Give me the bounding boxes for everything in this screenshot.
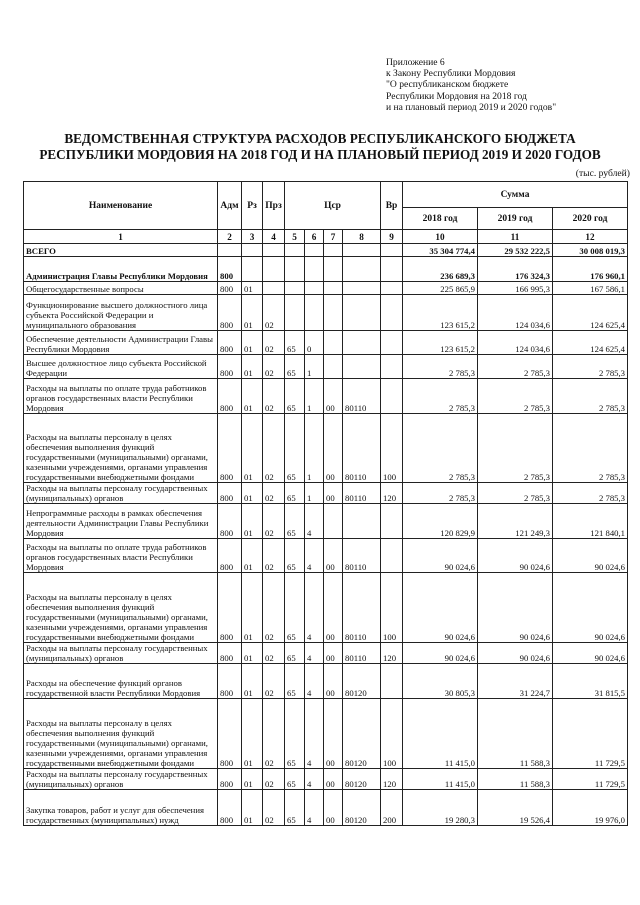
table-row <box>24 504 628 539</box>
row-name: Закупка товаров, работ и услуг для обеспечения государственных (муниципальных) нужд <box>24 790 218 826</box>
header-year-2020: 2020 год <box>553 208 628 230</box>
header-rz: Рз <box>242 182 263 230</box>
row-csr-direction <box>343 282 381 295</box>
row-amount-2019: 124 034,6 <box>478 331 553 355</box>
row-amount-2020: 2 785,3 <box>553 355 628 379</box>
row-prz: 02 <box>263 790 285 826</box>
row-name: Расходы на выплаты персоналу государственных (муниципальных) органов <box>24 643 218 664</box>
row-amount-2019: 11 588,3 <box>478 699 553 769</box>
row-amount-2019: 2 785,3 <box>478 414 553 483</box>
row-prz: 02 <box>263 573 285 643</box>
row-csr-program: 65 <box>285 643 305 664</box>
row-amount-2020: 2 785,3 <box>553 414 628 483</box>
row-adm: 800 <box>218 769 242 790</box>
row-rz: 01 <box>242 699 263 769</box>
row-csr-direction: 80120 <box>343 790 381 826</box>
row-rz: 01 <box>242 483 263 504</box>
row-amount-2019: 124 034,6 <box>478 295 553 331</box>
row-amount-2018: 19 280,3 <box>403 790 478 826</box>
table-row <box>24 257 628 282</box>
row-prz: 02 <box>263 504 285 539</box>
row-csr-subprogram: 4 <box>305 699 324 769</box>
table-row <box>24 769 628 790</box>
row-name: Расходы на выплаты по оплате труда работников органов государственных власти Республики Мордовия <box>24 379 218 414</box>
row-vr <box>381 257 403 282</box>
row-prz: 02 <box>263 699 285 769</box>
row-amount-2018: 2 785,3 <box>403 379 478 414</box>
row-adm: 800 <box>218 504 242 539</box>
row-prz: 02 <box>263 664 285 699</box>
row-amount-2019: 11 588,3 <box>478 769 553 790</box>
row-adm: 800 <box>218 699 242 769</box>
units-label: (тыс. рублей) <box>575 168 630 179</box>
row-csr-direction: 80110 <box>343 414 381 483</box>
header-adm: Адм <box>218 182 242 230</box>
row-amount-2018: 35 304 774,4 <box>403 244 478 257</box>
column-number: 9 <box>381 230 403 244</box>
row-name: Администрация Главы Республики Мордовия <box>24 257 218 282</box>
row-adm: 800 <box>218 355 242 379</box>
row-csr-main-event <box>324 355 343 379</box>
row-csr-program: 65 <box>285 414 305 483</box>
row-prz: 02 <box>263 483 285 504</box>
row-amount-2018: 2 785,3 <box>403 483 478 504</box>
appendix-line: и на плановый период 2019 и 2020 годов" <box>386 101 557 113</box>
row-vr: 120 <box>381 769 403 790</box>
row-amount-2018: 123 615,2 <box>403 295 478 331</box>
row-amount-2019: 2 785,3 <box>478 379 553 414</box>
row-prz: 02 <box>263 331 285 355</box>
header-vr: Вр <box>381 182 403 230</box>
row-rz: 01 <box>242 643 263 664</box>
row-amount-2020: 11 729,5 <box>553 699 628 769</box>
row-amount-2018: 11 415,0 <box>403 769 478 790</box>
table-row <box>24 244 628 257</box>
column-number: 10 <box>403 230 478 244</box>
row-csr-direction <box>343 244 381 257</box>
row-vr <box>381 331 403 355</box>
row-csr-program <box>285 244 305 257</box>
row-csr-program: 65 <box>285 573 305 643</box>
header-name: Наименование <box>24 182 218 230</box>
row-prz: 02 <box>263 539 285 573</box>
row-adm: 800 <box>218 643 242 664</box>
row-vr: 100 <box>381 699 403 769</box>
row-amount-2020: 176 960,1 <box>553 257 628 282</box>
row-csr-program: 65 <box>285 483 305 504</box>
row-amount-2020: 2 785,3 <box>553 483 628 504</box>
row-csr-main-event: 00 <box>324 664 343 699</box>
row-amount-2019: 29 532 222,5 <box>478 244 553 257</box>
table-row <box>24 790 628 826</box>
expenditure-table <box>23 181 628 826</box>
row-vr: 200 <box>381 790 403 826</box>
row-csr-program: 65 <box>285 355 305 379</box>
row-amount-2019: 166 995,3 <box>478 282 553 295</box>
row-csr-program: 65 <box>285 699 305 769</box>
row-csr-program: 65 <box>285 504 305 539</box>
table-row <box>24 664 628 699</box>
row-amount-2020: 19 976,0 <box>553 790 628 826</box>
row-rz: 01 <box>242 573 263 643</box>
row-adm: 800 <box>218 573 242 643</box>
row-vr <box>381 379 403 414</box>
row-amount-2020: 2 785,3 <box>553 379 628 414</box>
row-adm: 800 <box>218 295 242 331</box>
row-csr-subprogram <box>305 295 324 331</box>
row-csr-main-event: 00 <box>324 790 343 826</box>
row-amount-2019: 90 024,6 <box>478 573 553 643</box>
row-csr-main-event: 00 <box>324 483 343 504</box>
appendix-note <box>386 57 626 113</box>
row-vr <box>381 539 403 573</box>
row-csr-direction: 80120 <box>343 664 381 699</box>
row-csr-program <box>285 257 305 282</box>
row-csr-subprogram <box>305 257 324 282</box>
row-csr-subprogram: 1 <box>305 483 324 504</box>
row-csr-subprogram <box>305 282 324 295</box>
row-prz: 02 <box>263 379 285 414</box>
header-sum: Сумма <box>403 182 628 208</box>
row-rz: 01 <box>242 790 263 826</box>
row-name: Расходы на выплаты персоналу государственных (муниципальных) органов <box>24 769 218 790</box>
appendix-line: Республики Мордовия на 2018 год <box>386 90 527 102</box>
row-adm: 800 <box>218 379 242 414</box>
row-amount-2018: 120 829,9 <box>403 504 478 539</box>
row-csr-direction <box>343 355 381 379</box>
row-csr-direction <box>343 295 381 331</box>
row-rz: 01 <box>242 414 263 483</box>
row-name: Высшее должностное лицо субъекта Российской Федерации <box>24 355 218 379</box>
row-amount-2018: 90 024,6 <box>403 573 478 643</box>
row-csr-direction: 80120 <box>343 769 381 790</box>
row-vr: 120 <box>381 643 403 664</box>
row-amount-2019: 19 526,4 <box>478 790 553 826</box>
table-row <box>24 331 628 355</box>
column-number: 3 <box>242 230 263 244</box>
row-csr-direction: 80110 <box>343 539 381 573</box>
table-row <box>24 355 628 379</box>
column-number: 6 <box>305 230 324 244</box>
row-adm: 800 <box>218 483 242 504</box>
row-adm: 800 <box>218 539 242 573</box>
row-amount-2018: 2 785,3 <box>403 414 478 483</box>
row-csr-main-event <box>324 257 343 282</box>
row-csr-direction <box>343 331 381 355</box>
row-csr-subprogram: 1 <box>305 414 324 483</box>
row-prz: 02 <box>263 295 285 331</box>
table-row <box>24 414 628 483</box>
appendix-line: Приложение 6 <box>386 57 445 68</box>
row-csr-main-event: 00 <box>324 769 343 790</box>
row-csr-subprogram: 4 <box>305 769 324 790</box>
row-name: Расходы на выплаты по оплате труда работников органов государственных власти Республики Мордовия <box>24 539 218 573</box>
row-csr-program <box>285 295 305 331</box>
header-year-2018: 2018 год <box>403 208 478 230</box>
column-number: 11 <box>478 230 553 244</box>
row-csr-subprogram: 4 <box>305 664 324 699</box>
row-rz: 01 <box>242 295 263 331</box>
row-csr-subprogram <box>305 244 324 257</box>
row-adm: 800 <box>218 790 242 826</box>
row-amount-2020: 90 024,6 <box>553 573 628 643</box>
row-name: Расходы на выплаты персоналу в целях обеспечения выполнения функций государственными (муниципальными) органами, казенными учреждениями, органами управления государственными внебюджетными фондами <box>24 573 218 643</box>
row-rz: 01 <box>242 331 263 355</box>
row-rz: 01 <box>242 379 263 414</box>
row-csr-subprogram: 4 <box>305 790 324 826</box>
row-amount-2019: 176 324,3 <box>478 257 553 282</box>
row-csr-program <box>285 282 305 295</box>
row-csr-main-event: 00 <box>324 379 343 414</box>
row-adm: 800 <box>218 331 242 355</box>
row-vr <box>381 244 403 257</box>
table-row <box>24 295 628 331</box>
table-row <box>24 573 628 643</box>
row-csr-main-event <box>324 282 343 295</box>
row-csr-subprogram: 4 <box>305 504 324 539</box>
row-amount-2019: 90 024,6 <box>478 643 553 664</box>
row-adm <box>218 244 242 257</box>
table-row <box>24 699 628 769</box>
row-vr: 100 <box>381 573 403 643</box>
row-csr-direction: 80110 <box>343 643 381 664</box>
table-row <box>24 483 628 504</box>
row-rz: 01 <box>242 539 263 573</box>
row-csr-subprogram: 1 <box>305 379 324 414</box>
row-amount-2020: 167 586,1 <box>553 282 628 295</box>
row-adm: 800 <box>218 257 242 282</box>
row-amount-2019: 2 785,3 <box>478 483 553 504</box>
row-csr-direction <box>343 257 381 282</box>
row-csr-main-event: 00 <box>324 643 343 664</box>
row-name: Расходы на обеспечение функций органов государственной власти Республики Мордовия <box>24 664 218 699</box>
row-prz <box>263 282 285 295</box>
appendix-line: к Закону Республики Мордовия <box>386 68 516 80</box>
row-vr <box>381 295 403 331</box>
row-vr <box>381 664 403 699</box>
row-adm: 800 <box>218 282 242 295</box>
row-csr-subprogram: 0 <box>305 331 324 355</box>
row-rz: 01 <box>242 769 263 790</box>
row-csr-main-event: 00 <box>324 414 343 483</box>
table-row <box>24 539 628 573</box>
column-number: 1 <box>24 230 218 244</box>
row-amount-2019: 121 249,3 <box>478 504 553 539</box>
header-csr: Цср <box>285 182 381 230</box>
row-amount-2019: 90 024,6 <box>478 539 553 573</box>
row-csr-program: 65 <box>285 664 305 699</box>
row-rz: 01 <box>242 504 263 539</box>
column-number: 2 <box>218 230 242 244</box>
title-line-1: ВЕДОМСТВЕННАЯ СТРУКТУРА РАСХОДОВ РЕСПУБЛИКАНСКОГО БЮДЖЕТА <box>64 131 576 146</box>
row-prz <box>263 244 285 257</box>
row-csr-program: 65 <box>285 379 305 414</box>
row-prz: 02 <box>263 643 285 664</box>
column-number: 7 <box>324 230 343 244</box>
table-row <box>24 282 628 295</box>
row-vr <box>381 504 403 539</box>
row-name: Расходы на выплаты персоналу в целях обеспечения выполнения функций государственными (муниципальными) органами, казенными учреждениями, органами управления государственными внебюджетными фондами <box>24 414 218 483</box>
row-amount-2018: 225 865,9 <box>403 282 478 295</box>
row-adm: 800 <box>218 664 242 699</box>
row-csr-main-event <box>324 331 343 355</box>
column-number: 4 <box>263 230 285 244</box>
row-csr-main-event <box>324 295 343 331</box>
row-csr-subprogram: 4 <box>305 539 324 573</box>
row-rz: 01 <box>242 355 263 379</box>
row-vr <box>381 355 403 379</box>
column-number: 8 <box>343 230 381 244</box>
header-prz: Прз <box>263 182 285 230</box>
row-vr <box>381 282 403 295</box>
row-amount-2018: 90 024,6 <box>403 643 478 664</box>
row-csr-program: 65 <box>285 769 305 790</box>
row-amount-2019: 31 224,7 <box>478 664 553 699</box>
row-csr-direction: 80110 <box>343 379 381 414</box>
row-csr-main-event <box>324 244 343 257</box>
row-rz <box>242 257 263 282</box>
header-year-2019: 2019 год <box>478 208 553 230</box>
row-amount-2020: 30 008 019,3 <box>553 244 628 257</box>
row-name: Расходы на выплаты персоналу в целях обеспечения выполнения функций государственными (муниципальными) органами, казенными учреждениями, органами управления государственными внебюджетными фондами <box>24 699 218 769</box>
row-prz: 02 <box>263 355 285 379</box>
row-csr-program: 65 <box>285 539 305 573</box>
row-amount-2018: 123 615,2 <box>403 331 478 355</box>
column-number-row <box>24 230 628 244</box>
row-name: ВСЕГО <box>24 244 218 257</box>
table-row <box>24 379 628 414</box>
row-csr-program: 65 <box>285 331 305 355</box>
row-csr-subprogram: 1 <box>305 355 324 379</box>
row-rz: 01 <box>242 282 263 295</box>
row-rz: 01 <box>242 664 263 699</box>
row-amount-2020: 90 024,6 <box>553 643 628 664</box>
row-amount-2020: 124 625,4 <box>553 295 628 331</box>
row-amount-2020: 90 024,6 <box>553 539 628 573</box>
row-prz: 02 <box>263 414 285 483</box>
document-title <box>10 131 630 162</box>
row-amount-2018: 11 415,0 <box>403 699 478 769</box>
row-csr-main-event <box>324 504 343 539</box>
row-amount-2018: 30 805,3 <box>403 664 478 699</box>
row-csr-main-event: 00 <box>324 699 343 769</box>
row-csr-main-event: 00 <box>324 539 343 573</box>
row-amount-2020: 11 729,5 <box>553 769 628 790</box>
row-csr-subprogram: 4 <box>305 573 324 643</box>
row-csr-direction: 80110 <box>343 483 381 504</box>
row-name: Расходы на выплаты персоналу государственных (муниципальных) органов <box>24 483 218 504</box>
column-number: 5 <box>285 230 305 244</box>
row-amount-2020: 121 840,1 <box>553 504 628 539</box>
row-amount-2020: 31 815,5 <box>553 664 628 699</box>
row-csr-direction: 80110 <box>343 573 381 643</box>
appendix-line: "О республиканском бюджете <box>386 79 509 91</box>
row-name: Обеспечение деятельности Администрации Главы Республики Мордовия <box>24 331 218 355</box>
row-csr-main-event: 00 <box>324 573 343 643</box>
row-amount-2020: 124 625,4 <box>553 331 628 355</box>
row-amount-2018: 2 785,3 <box>403 355 478 379</box>
row-amount-2018: 90 024,6 <box>403 539 478 573</box>
row-vr: 100 <box>381 414 403 483</box>
row-rz <box>242 244 263 257</box>
table-row <box>24 643 628 664</box>
row-csr-subprogram: 4 <box>305 643 324 664</box>
row-csr-program: 65 <box>285 790 305 826</box>
row-name: Непрограммные расходы в рамках обеспечения деятельности Администрации Главы Республики Мордовия <box>24 504 218 539</box>
column-number: 12 <box>553 230 628 244</box>
row-vr: 120 <box>381 483 403 504</box>
row-name: Функционирование высшего должностного лица субъекта Российской Федерации и муниципального образования <box>24 295 218 331</box>
row-csr-direction: 80120 <box>343 699 381 769</box>
row-name: Общегосударственные вопросы <box>24 282 218 295</box>
row-amount-2018: 236 689,3 <box>403 257 478 282</box>
row-adm: 800 <box>218 414 242 483</box>
row-csr-direction <box>343 504 381 539</box>
row-prz: 02 <box>263 769 285 790</box>
title-line-2: РЕСПУБЛИКИ МОРДОВИЯ НА 2018 ГОД И НА ПЛАНОВЫЙ ПЕРИОД 2019 И 2020 ГОДОВ <box>39 146 601 162</box>
row-prz <box>263 257 285 282</box>
row-amount-2019: 2 785,3 <box>478 355 553 379</box>
